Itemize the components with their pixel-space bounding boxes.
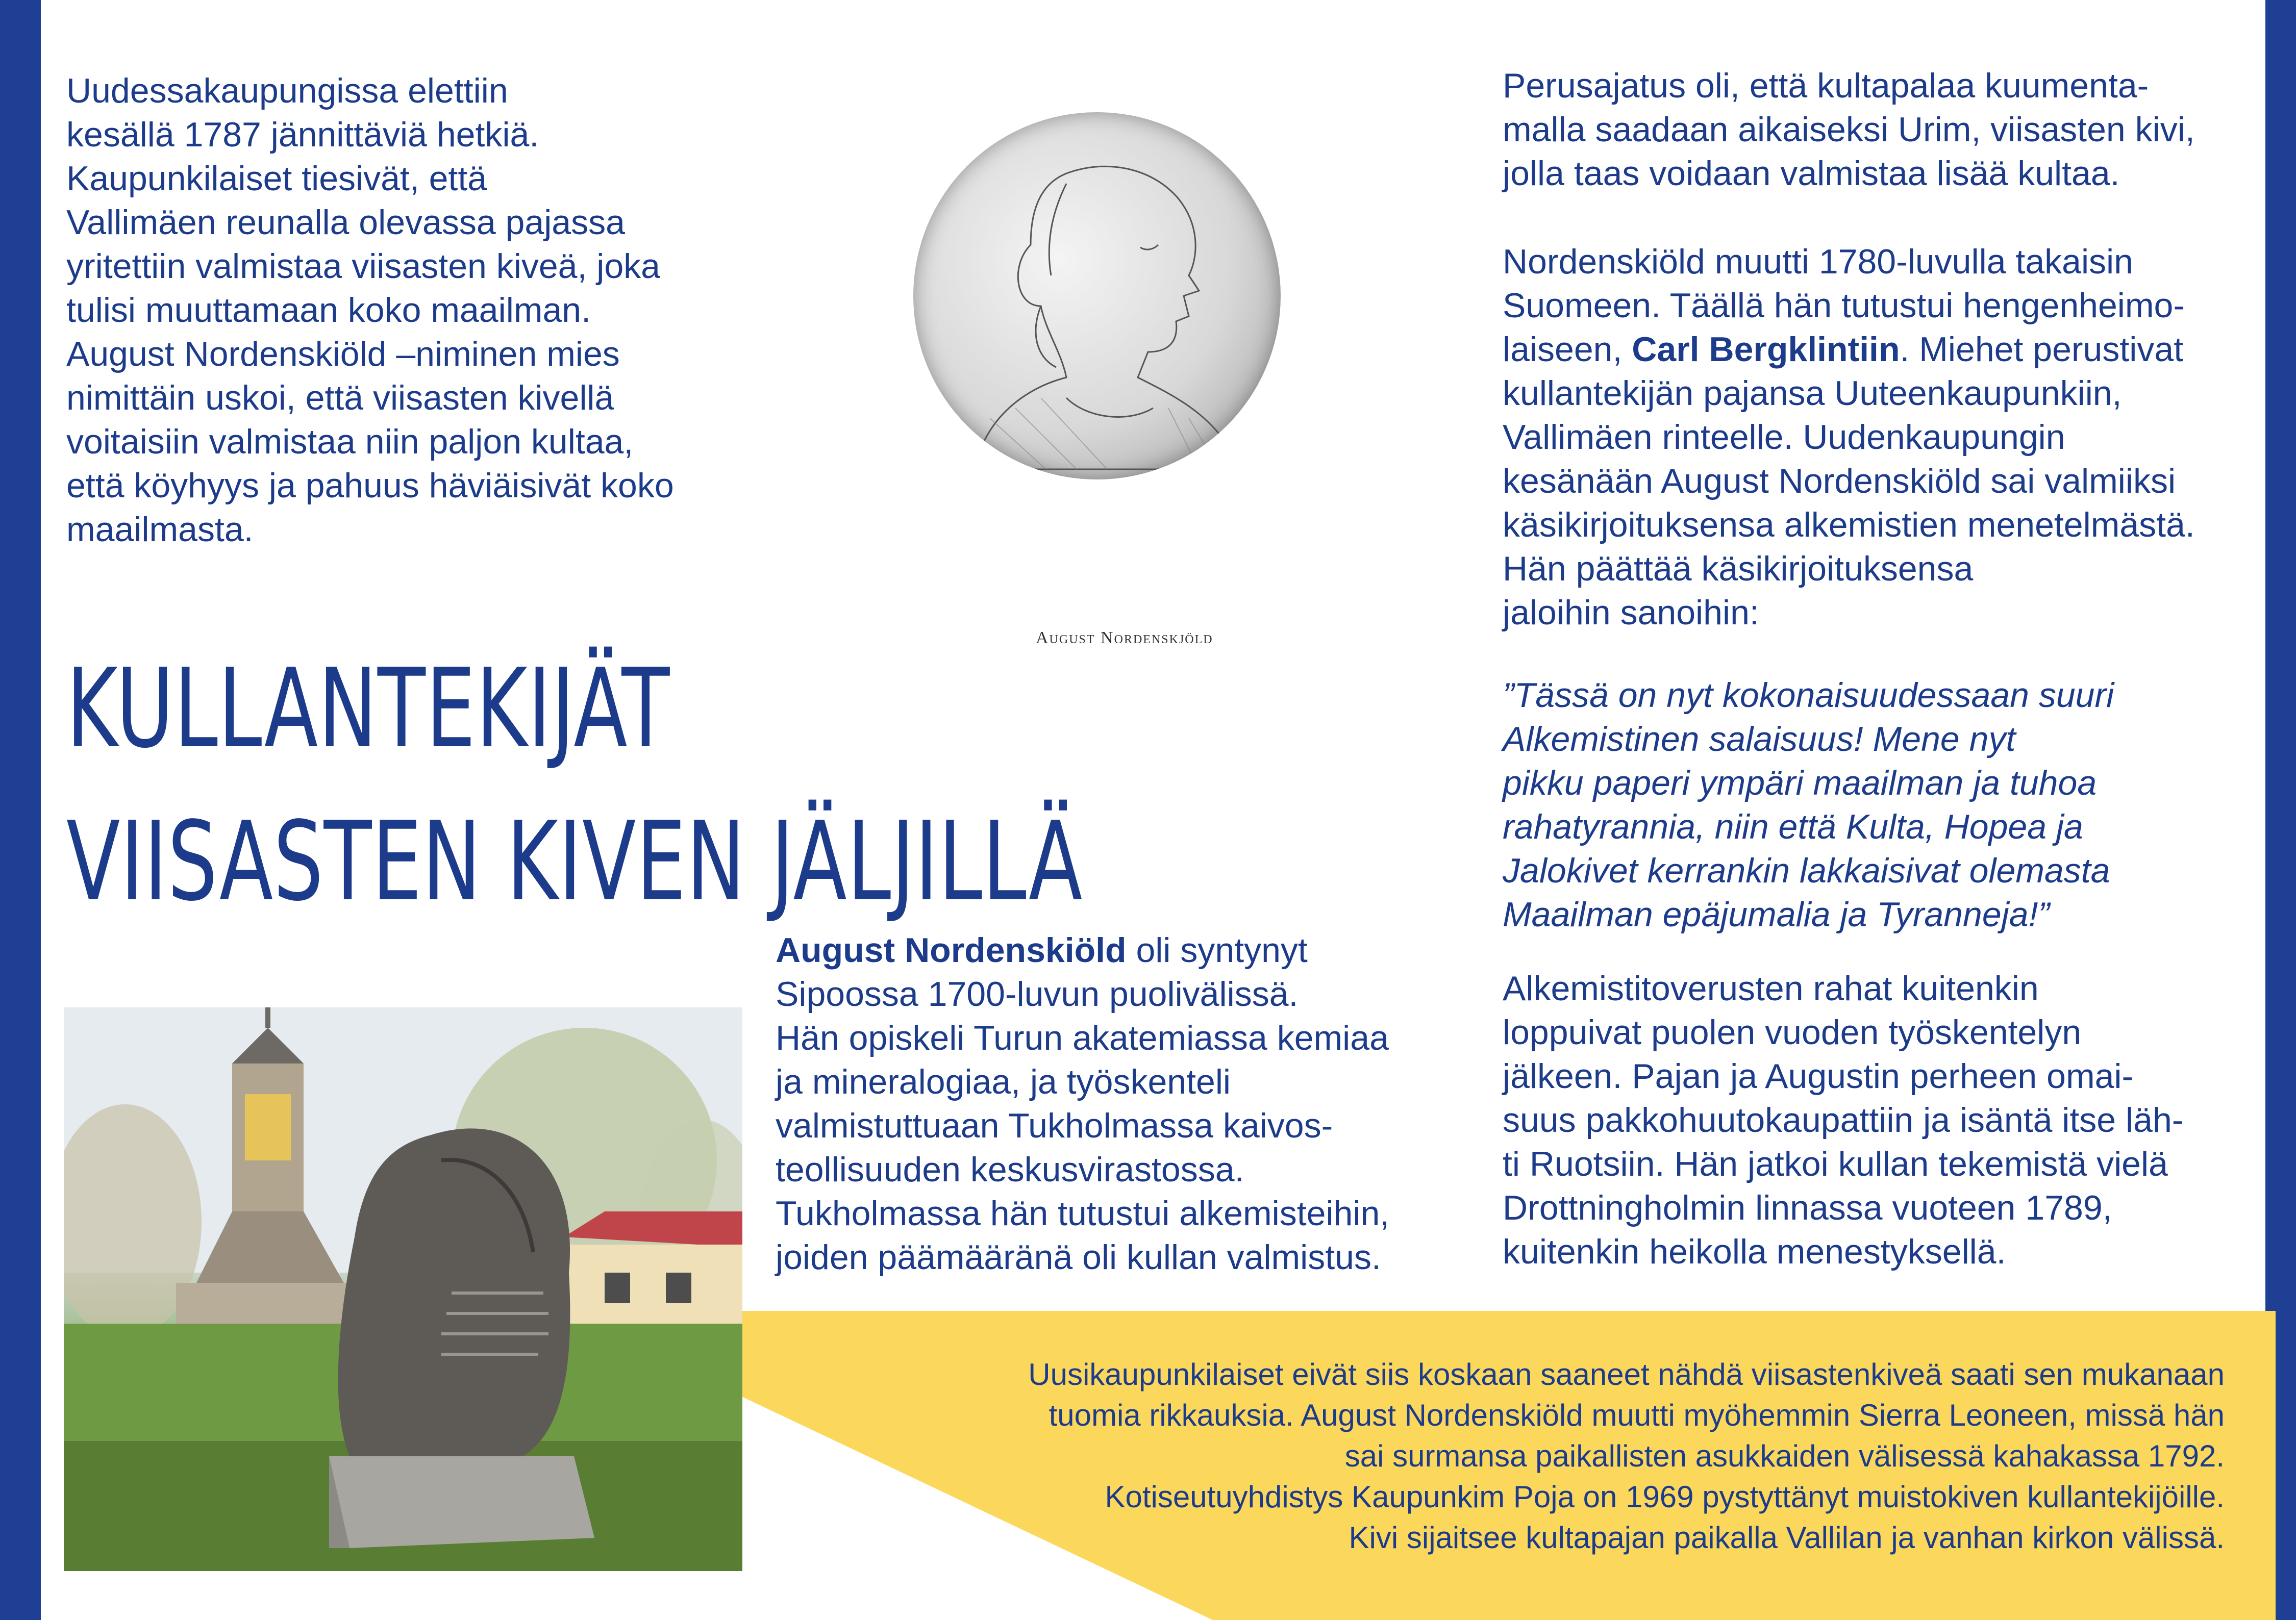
right-paragraph-1: Perusajatus oli, että kultapalaa kuumenta- malla saadaan aikaiseksi Urim, viisasten kivi, jolla taas voidaan valmistaa lisää kultaa.: [1503, 66, 2195, 193]
right-paragraph-2: [1503, 240, 2258, 635]
right-p2-before: Nordenskiöld muutti 1780-luvulla takaisin Suomeen. Täällä hän tutustui hengenheimo- laiseen,: [1503, 242, 2185, 369]
bio-rest: Sipoossa 1700-luvun puolivälissä. Hän opiskeli Turun akatemiassa kemiaa ja mineralogiaa, ja työskenteli valmistuttuaan Tukholmassa kaivos- teollisuuden keskusvirastossa. Tukholmassa hän tutustui alkemisteihin, joiden päämääränä oli kullan valmistus.: [776, 975, 1390, 1277]
bio-paragraph: [776, 928, 1464, 1279]
portrait-engraving: [913, 112, 1281, 479]
left-blue-band: [0, 0, 41, 1620]
memorial-stone-photo: [64, 1007, 742, 1571]
carl-bergklint-name: Carl Bergklintiin: [1632, 330, 1900, 369]
bottom-box-text: Uusikaupunkilaiset eivät siis koskaan saaneet nähdä viisastenkiveä saati sen mukanaan tuomia rikkauksia. August Nordenskiöld muutti myöhemmin Sierra Leoneen, missä hän sai surmansa paikallisten asukkaiden välisessä kahakassa 1792. Kotiseutuyhdistys Kaupunkim Poja on 1969 pystyttänyt muistokiven kullantekijöille. Kivi sijaitsee kultapajan paikalla Vallilan ja vanhan kirkon välissä.: [1028, 1357, 2225, 1555]
manuscript-quote: ”Tässä on nyt kokonaisuudessaan suuri Alkemistinen salaisuus! Mene nyt pikku paperi ympäri maailman ja tuhoa rahatyrannia, niin että Kulta, Hopea ja Jalokivet kerrankin lakkaisivat olemasta Maailman epäjumalia ja Tyranneja!”: [1503, 676, 2114, 934]
right-paragraph-3: Alkemistitoverusten rahat kuitenkin loppuivat puolen vuoden työskentelyn jälkeen. Pajan ja Augustin perheen omai- suus pakkohuutokaupattiin ja isäntä itse läh- ti Ruotsiin. Hän jatkoi kullan tekemistä vielä Drottningholmin linnassa vuoteen 1789, kuitenkin heikolla menestyksellä.: [1503, 969, 2184, 1271]
page-title: [66, 632, 1083, 939]
intro-paragraph: Uudessakaupungissa elettiin kesällä 1787 jännittäviä hetkiä. Kaupunkilaiset tiesivät, että Vallimäen reunalla olevassa pajassa yritettiin valmistaa viisasten kiveä, joka tulisi muuttamaan koko maailman. August Nordenskiöld –niminen mies nimittäin uskoi, että viisasten kivellä voitaisiin valmistaa niin paljon kultaa, että köyhyys ja pahuus häviäisivät koko maailmasta.: [66, 71, 674, 549]
bio-name: August Nordenskiöld: [776, 931, 1127, 970]
bio-first-line: oli syntynyt: [1126, 931, 1308, 970]
portrait-sketch: [913, 112, 1281, 479]
portrait-caption: August Nordenskjöld: [1036, 628, 1213, 647]
title-line-2: VIISASTEN KIVEN JÄLJILLÄ: [66, 798, 1083, 925]
right-p2-after: . Miehet perustivat kullantekijän pajansa Uuteenkaupunkiin, Vallimäen rinteelle. Uudenkaupungin kesänään August Nordenskiöld sai valmiiksi käsikirjoituksensa alkemistien menetelmästä. Hän päättää käsikirjoituksensa jaloihin sanoihin:: [1503, 330, 2195, 632]
title-line-1: KULLANTEKIJÄT: [66, 645, 670, 772]
memorial-stone-illustration: [64, 1007, 742, 1571]
